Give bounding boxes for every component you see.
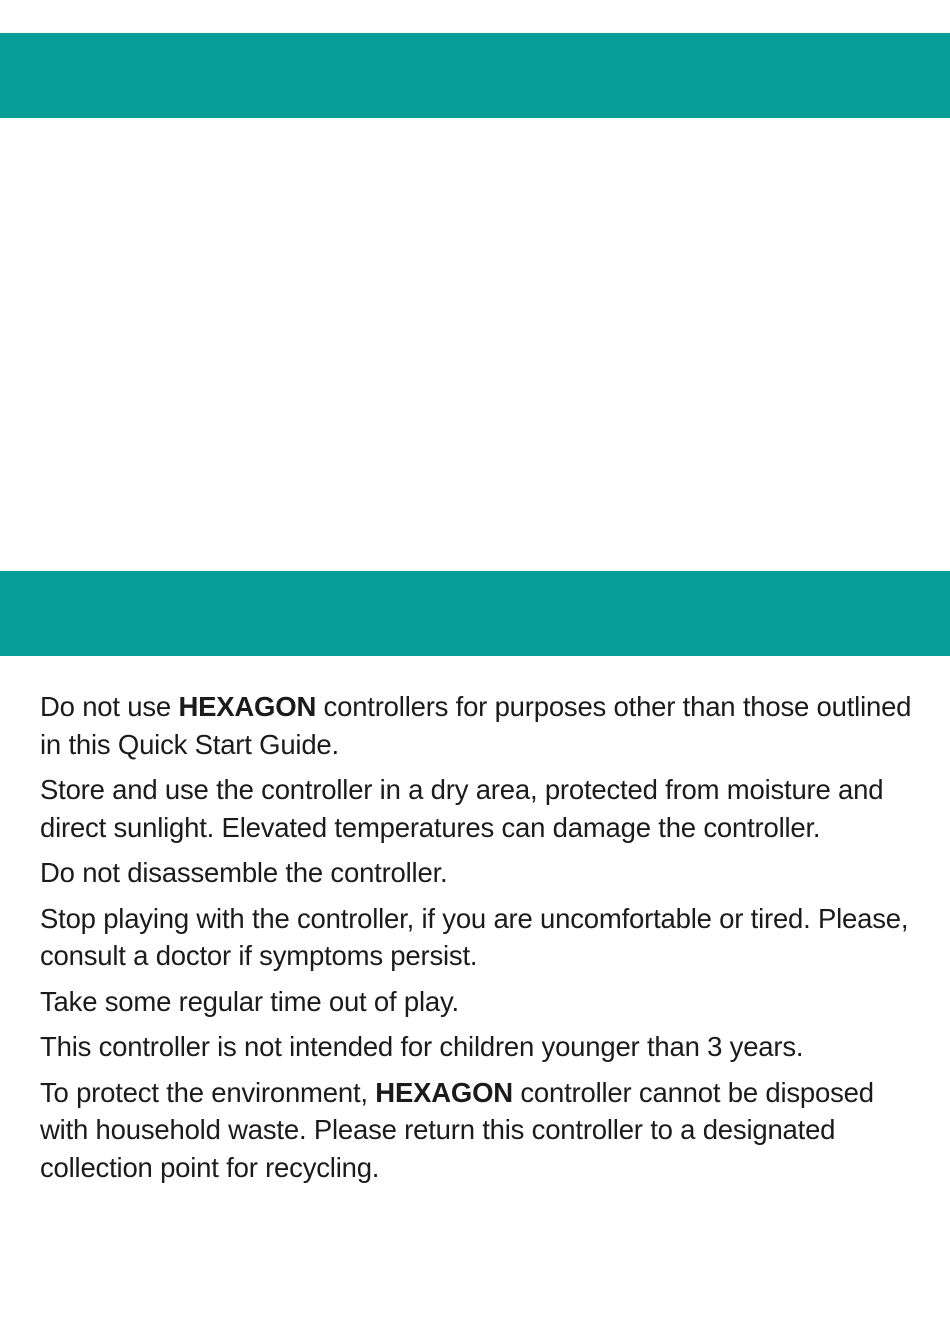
brand-name: HEXAGON bbox=[178, 691, 317, 722]
brand-name: HEXAGON bbox=[375, 1076, 513, 1108]
paragraph-usage-end: controllers for purposes other than those outlined in this Quick Start Guide. bbox=[40, 691, 912, 760]
blank-area bbox=[0, 118, 950, 571]
paragraph-breaks: Take some regular time out of play. bbox=[40, 985, 459, 1017]
paragraph-health: Stop playing with the controller, if you are uncomfortable or tired. Please, consult a doctor if symptoms persist. bbox=[40, 902, 909, 971]
paragraph-usage-start: Do not use bbox=[40, 691, 179, 722]
paragraph-environment bbox=[40, 1074, 920, 1187]
header-band-middle bbox=[0, 571, 950, 656]
paragraph-age: This controller is not intended for children younger than 3 years. bbox=[40, 1031, 804, 1062]
safety-instructions bbox=[40, 688, 920, 1194]
paragraph-environment-end: controller cannot be disposed with household waste. Please return this controller to a designated collection point for recycling. bbox=[40, 1076, 874, 1183]
paragraph-storage: Store and use the controller in a dry area, protected from moisture and direct sunlight. Elevated temperatures can damage the controller. bbox=[40, 774, 884, 843]
paragraph-environment-start: To protect the environment, bbox=[40, 1076, 376, 1108]
paragraph-disassemble: Do not disassemble the controller. bbox=[40, 857, 448, 888]
paragraph-usage bbox=[40, 688, 920, 763]
header-band-top bbox=[0, 33, 950, 118]
